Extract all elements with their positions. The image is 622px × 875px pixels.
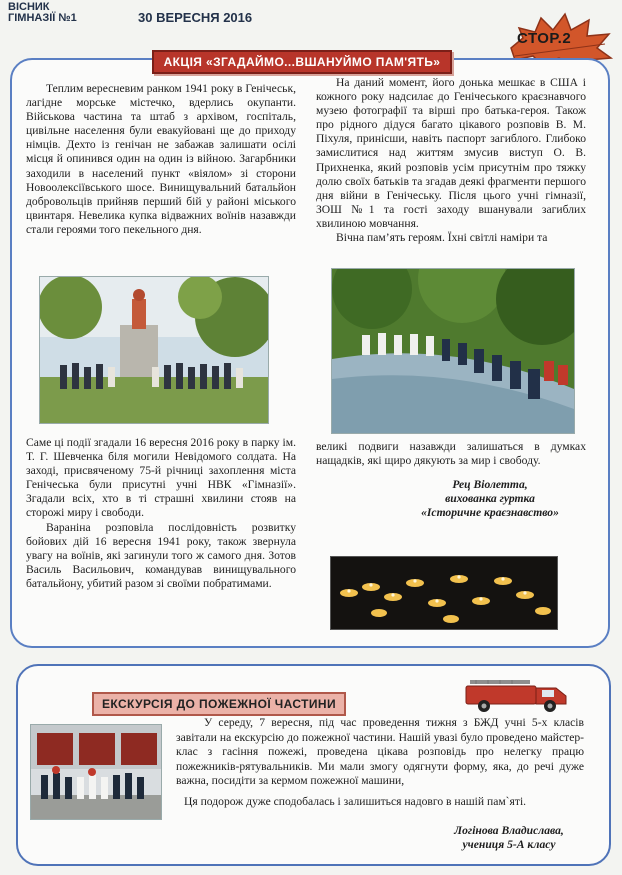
candles-photo [330,556,558,630]
issue-date: 30 ВЕРЕСНЯ 2016 [138,10,253,25]
memorial-author-signature [380,478,600,520]
page-number: СТОР.2 [517,30,572,47]
memorial-paragraph-1: Теплим вересневим ранком 1941 року в Генічеськ, лагідне морське містечко, вдерлись окупанти. Військова частина та штаб з архівом, госпіталь, цивільне населення були евакуйовані ще до приходу німців. Дехто із генічан не забажав залишати осілі місця й опинився один на один із війною. Загарбники заходили в населений пункт «віялом» зі сторони Новоолексіївського шосе. Винищувальний батальйон добровольців прийняв перший бій у районі міського цвинтаря. Невелика купка відважних воїнів назавжди стали героями того пекельного дня. [26,82,296,236]
firestation-paragraph-2: Ця подорож дуже сподобалась і залишиться надовго в нашій пам`яті. [184,794,527,808]
candles-photo-image [331,557,557,629]
newspaper-title-line1: ВІСНИК [8,1,50,13]
memorial-paragraph-3: Вараніна розповіла послідовність розвитку бойових дій 16 вересня 1941 року, також звернула увагу на воїнів, які загинули того ж самого дня. Зотов Василь Васильович, командував винищувального батальйону, убитий разом зі своїми побратимами. [26,520,296,590]
memorial-paragraph-2: Саме ці події згадали 16 вересня 2016 року в парку ім. Т. Г. Шевченка біля могили Невідомого солдата. На заході, присвяченому 75-й річниці захоплення міста Генічеська були присутні учні НВК «Гімназії». Згадали всіх, хто в ті страшні хвилини стояв на сторожі миру і свободи. [26,436,296,520]
memorial-paragraph-6: великі подвиги назавжди залишаться в думках нащадків, які щиро дякують за мир і свободу. [316,440,586,468]
ceremony-photo-image [332,269,574,433]
firestation-author-signature [420,824,598,852]
firestation-text [176,716,584,810]
newspaper-title [8,2,77,24]
fire-truck-icon [462,674,574,714]
memorial-paragraph-4: На даний момент, його донька мешкає в США і кожного року надсилає до Генічеського краєзнавчого музею фотографії та вірші про батька-героя. Також про рідного дідуся багато цікавого розповів В. М. Піхуля, принісши, навіть паспорт загиблого. Глибоко замислитися над життям змусив виступ О. В. Прихненка, який розповів усім присутнім про тяжку долю своїх батьків та згадав деякі фрагменти першого дня війни в Генічеську. Після цього учні гімназії, ЗОШ №1 та гості заходу вшанували загиблих хвилиною мовчання. [316,76,586,230]
article-title-memorial: АКЦІЯ «ЗГАДАЙМО...ВШАНУЙМО ПАМ'ЯТЬ» [152,50,452,74]
firestation-group-photo [30,724,162,820]
memorial-paragraph-5: Вічна пам’ять героям. Їхні світлі наміри та [336,231,548,245]
memorial-right-column-bottom [316,440,586,468]
memorial-left-column-top [26,82,296,237]
memorial-group-photo [39,276,269,424]
memorial-author-group: «Історичне краєзнавство» [421,506,559,519]
memorial-author-role: вихованка гуртка [445,492,535,505]
newspaper-title-line2: ГІМНАЗІЇ №1 [8,12,77,24]
memorial-left-column-bottom [26,436,296,591]
article-title-firestation: ЕКСКУРСІЯ ДО ПОЖЕЖНОЇ ЧАСТИНИ [92,692,346,716]
firestation-photo-image [31,725,161,819]
ceremony-photo [331,268,575,434]
firestation-author-name: Логінова Владислава, [454,824,564,837]
firestation-paragraph-1: У середу, 7 вересня, під час проведення тижня з БЖД учні 5-х класів завітали на екскурсію до пожежної частини. Нашій увазі було проведено майстер-клас з гасіння пожежі, проведена цікава розповідь про нелегку працю пожежників-рятувальників. Ми мали змогу одягнути форму, яка, до речі дуже важна, посидіти за кермом пожежної машини, [176,716,584,788]
memorial-right-column-top [316,76,586,245]
memorial-photo-image [40,277,268,423]
firestation-author-role: учениця 5-А класу [462,838,556,851]
memorial-author-name: Рец Віолетта, [452,478,528,491]
